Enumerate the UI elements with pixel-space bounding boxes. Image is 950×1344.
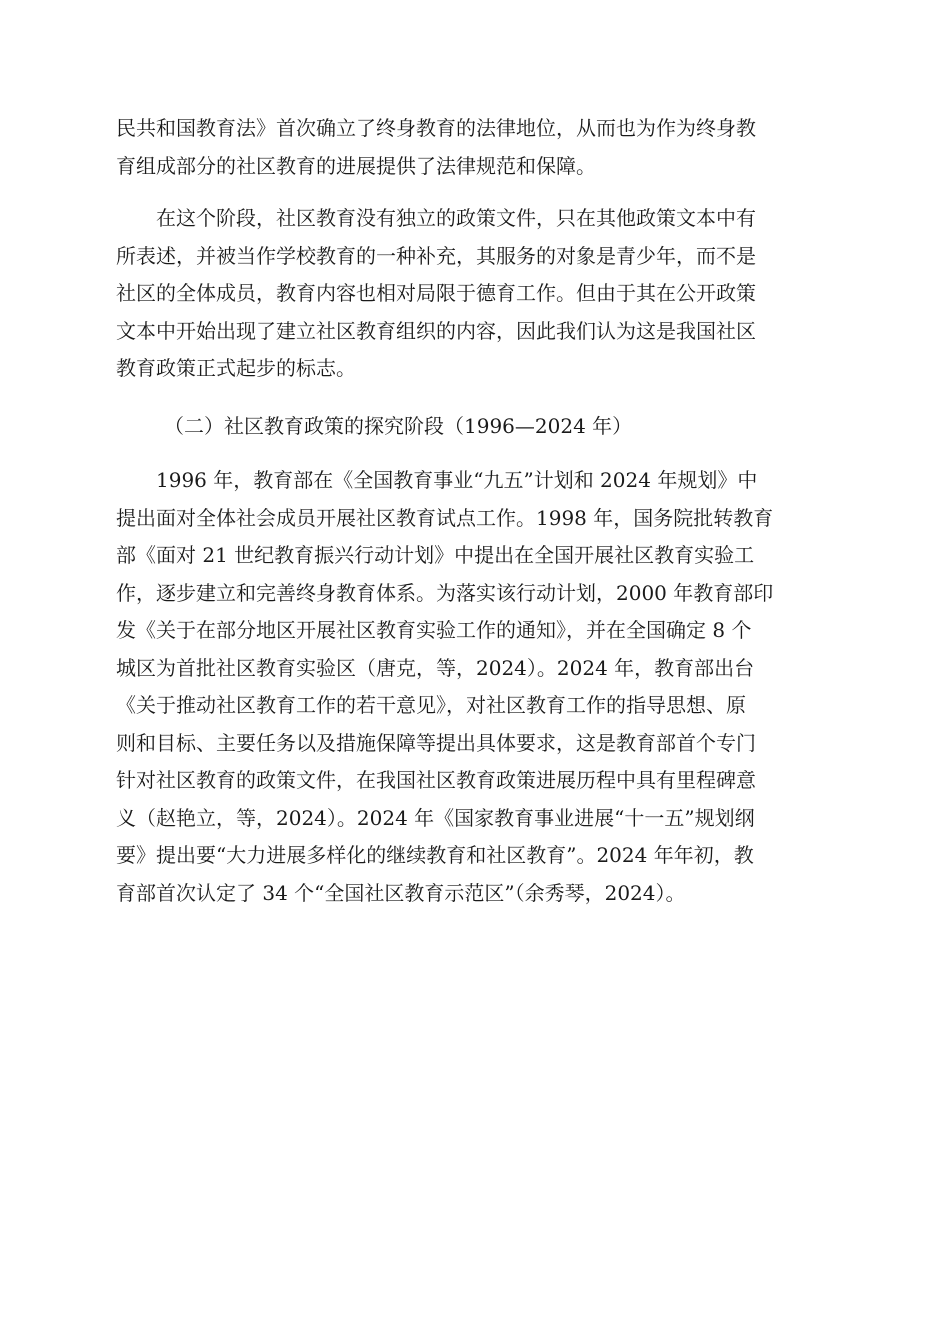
paragraph-line: 则和目标、主要任务以及措施保障等提出具体要求，这是教育部首个专门 xyxy=(116,730,756,755)
paragraph-line: 育组成部分的社区教育的进展提供了法律规范和保障。 xyxy=(116,153,596,178)
paragraph-line: 提出面对全体社会成员开展社区教育试点工作。1998 年，国务院批转教育 xyxy=(116,505,774,530)
paragraph-2 xyxy=(116,200,834,388)
paragraph-line: 教育政策正式起步的标志。 xyxy=(116,356,356,380)
paragraph-line: 社区的全体成员，教育内容也相对局限于德育工作。但由于其在公开政策 xyxy=(116,281,756,305)
paragraph-line: 部《面对 21 世纪教育振兴行动计划》中提出在全国开展社区教育实验工 xyxy=(116,543,755,567)
paragraph-line: 城区为首批社区教育实验区（唐克，等，2024）。2024 年，教育部出台 xyxy=(116,655,755,680)
paragraph-3 xyxy=(116,462,834,912)
paragraph-line: 针对社区教育的政策文件，在我国社区教育政策进展历程中具有里程碑意 xyxy=(116,768,756,792)
paragraph-line: 作，逐步建立和完善终身教育体系。为落实该行动计划，2000 年教育部印 xyxy=(116,580,774,605)
paragraph-line: 发《关于在部分地区开展社区教育实验工作的通知》，并在全国确定 8 个 xyxy=(116,618,752,642)
paragraph-line: 1996 年，教育部在《全国教育事业“九五”计划和 2024 年规划》中 xyxy=(156,468,758,492)
paragraph-line: 义（赵艳立，等，2024）。2024 年《国家教育事业进展“十一五”规划纲 xyxy=(116,805,755,830)
paragraph-line: 民共和国教育法》首次确立了终身教育的法律地位，从而也为作为终身教 xyxy=(116,116,756,140)
paragraph-line: 文本中开始出现了建立社区教育组织的内容，因此我们认为这是我国社区 xyxy=(116,318,756,343)
paragraph-line: 在这个阶段，社区教育没有独立的政策文件，只在其他政策文本中有 xyxy=(156,206,756,230)
paragraph-1 xyxy=(116,110,834,185)
paragraph-line: 要》提出要“大力进展多样化的继续教育和社区教育”。2024 年年初，教 xyxy=(116,843,754,867)
paragraph-line: 《关于推动社区教育工作的若干意见》，对社区教育工作的指导思想、原 xyxy=(116,693,746,717)
section-heading xyxy=(116,408,834,446)
paragraph-line: 育部首次认定了 34 个“全国社区教育示范区”（余秀琴，2024）。 xyxy=(116,880,686,905)
paragraph-line: 所表述，并被当作学校教育的一种补充，其服务的对象是青少年，而不是 xyxy=(116,243,756,268)
heading-text: （二）社区教育政策的探究阶段（1996—2024 年） xyxy=(164,414,633,438)
